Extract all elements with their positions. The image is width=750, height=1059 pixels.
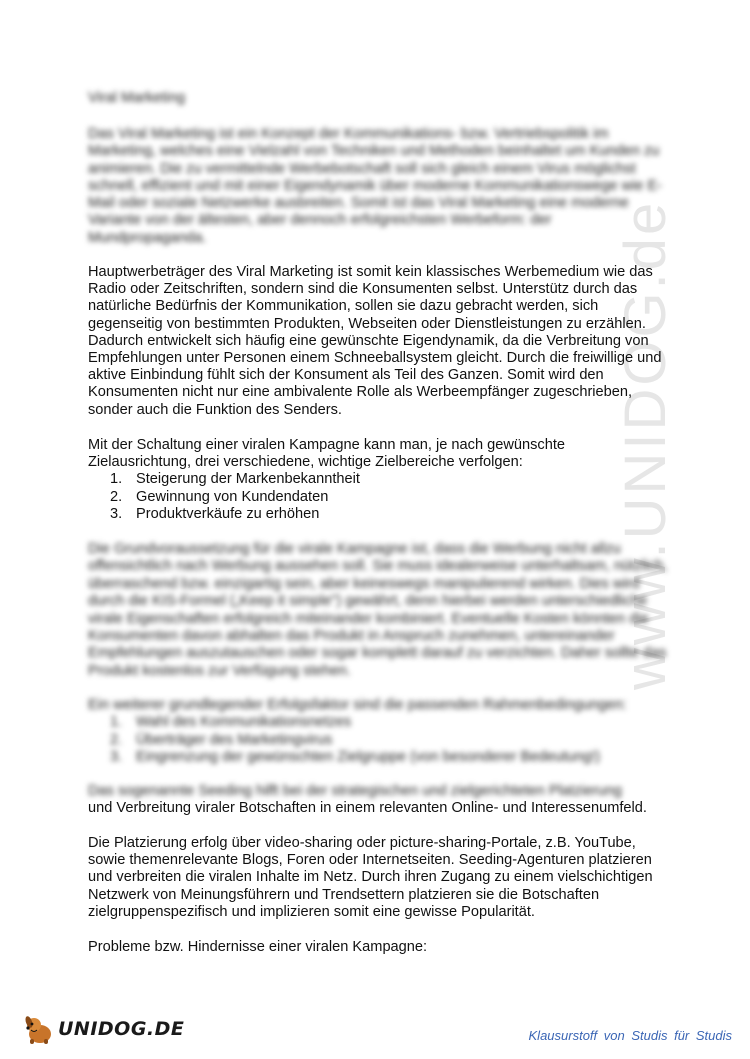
paragraph-kampagne: Mit der Schaltung einer viralen Kampagne kann man, je nach gewünschte Zielausrichtung, drei verschiedene, wichtige Zielbereiche verfolgen: (88, 437, 566, 471)
paragraph-erfolgsfaktor-blurred: Ein weiterer grundlegender Erfolgsfaktor sind die passenden Rahmenbedingungen: (88, 697, 627, 713)
list-item: 3. Eingrenzung der gewünschten Zielgruppe (von besonderer Bedeutung!) (110, 749, 601, 766)
list-item: 3. Produktverkäufe zu erhöhen (110, 506, 320, 523)
factors-list-blurred (110, 714, 600, 767)
watermark: www.UNIDOG.de (613, 199, 678, 690)
dog-icon (22, 1012, 56, 1046)
paragraph-hauptwerbetraeger: Hauptwerbeträger des Viral Marketing ist somit kein klassisches Werbemedium wie das Radio oder Zeitschriften, sondern sind die Konsumenten selbst. Unterstütz durch das natürliche Bedürfnis der Kommunikation, sollen sie dazu gebracht werden, sich gegenseitig von bestimmten Produkten, Webseiten oder Dienstleistungen zu erzählen. Dadurch entwickelt sich häufig eine gewünschte Eigendynamik, da die Verbreitung von Empfehlungen unter Personen einem Schneeballsystem gleicht. Durch die freiwillige und aktive Einbindung fühlt sich der Konsument als Teil des Ganzen. Somit wird den Konsumenten nicht nur eine ambivalente Rolle als Werbeempfänger zugeschrieben, sonder auch die Funktion des Senders. (88, 264, 662, 418)
paragraph-grundvoraussetzung-blurred: Die Grundvoraussetzung für die virale Kampagne ist, dass die Werbung nicht allzu offensichtlich nach Werbung aussehen soll. Sie muss idealerweise unterhaltsam, nützlich, überraschend bzw. einzigartig sein, aber keineswegs manipulierend wirken. Dies wird durch die KIS-Formel („Keep it simple") gewährt, denn hierbei werden unterschiedliche virale Eigenschaften erfolgreich miteinander kombiniert. Eventuelle Kosten könnten die Konsumenten davon abhalten das Produkt in Anspruch zunehmen, untereinander Empfehlungen auszutauschen oder sogar komplett darauf zu verzichten. Daher sollte das Produkt kostenlos zur Verfügung stehen. (88, 541, 668, 679)
list-item: 2. Gewinnung von Kundendaten (110, 488, 329, 505)
paragraph-probleme: Probleme bzw. Hindernisse einer viralen Kampagne: (88, 939, 428, 955)
logo-text: UNIDOG.DE (58, 1018, 185, 1040)
paragraph-seeding: und Verbreitung viraler Botschaften in einem relevanten Online- und Interessenumfeld. (88, 800, 647, 816)
footer-logo (22, 1012, 184, 1046)
list-item: 1. Steigerung der Markenbekanntheit (110, 471, 360, 487)
intro-paragraph-blurred: Das Viral Marketing ist ein Konzept der Kommunikations- bzw. Vertriebspolitik im Marketing, welches eine Vielzahl von Techniken und Methoden beinhaltet um Kunden zu animieren. Die zu vermittelnde Werbebotschaft soll sich gleich einem Virus möglichst schnell, effizient und mit einer Eigendynamik über moderne Kommunikationswege wie E-Mail oder soziale Netzwerke ausbreiten. Somit ist das Viral Marketing eine moderne Variante von der ältesten, aber dennoch erfolgreichsten Werbeform: der Mundpropaganda. (88, 126, 663, 246)
footer-tagline: Klausurstoff von Studis für Studis (528, 1028, 732, 1043)
paragraph-platzierung: Die Platzierung erfolg über video-sharing oder picture-sharing-Portale, z.B. YouTube, sowie themenrelevante Blogs, Foren oder Internetseiten. Seeding-Agenturen platzieren und verbreiten die viralen Inhalte im Netz. Durch ihren Zugang zu einem vielschichtigen Netzwerk von Meinungsführern und Trendsettern platzieren sie die Botschaften zielgruppenspezifisch und implizieren somit eine gewisse Popularität. (88, 835, 653, 920)
goals-list (110, 471, 360, 524)
list-item: 1. Wahl des Kommunikationsnetzes (110, 714, 352, 730)
heading-blurred: Viral Marketing (88, 90, 186, 106)
list-item: 2. Überträger des Marketingvirus (110, 731, 333, 748)
seeding-first-line-blurred: Das sogenannte Seeding hilft bei der strategischen und zielgerichteten Platzierung (88, 783, 622, 799)
